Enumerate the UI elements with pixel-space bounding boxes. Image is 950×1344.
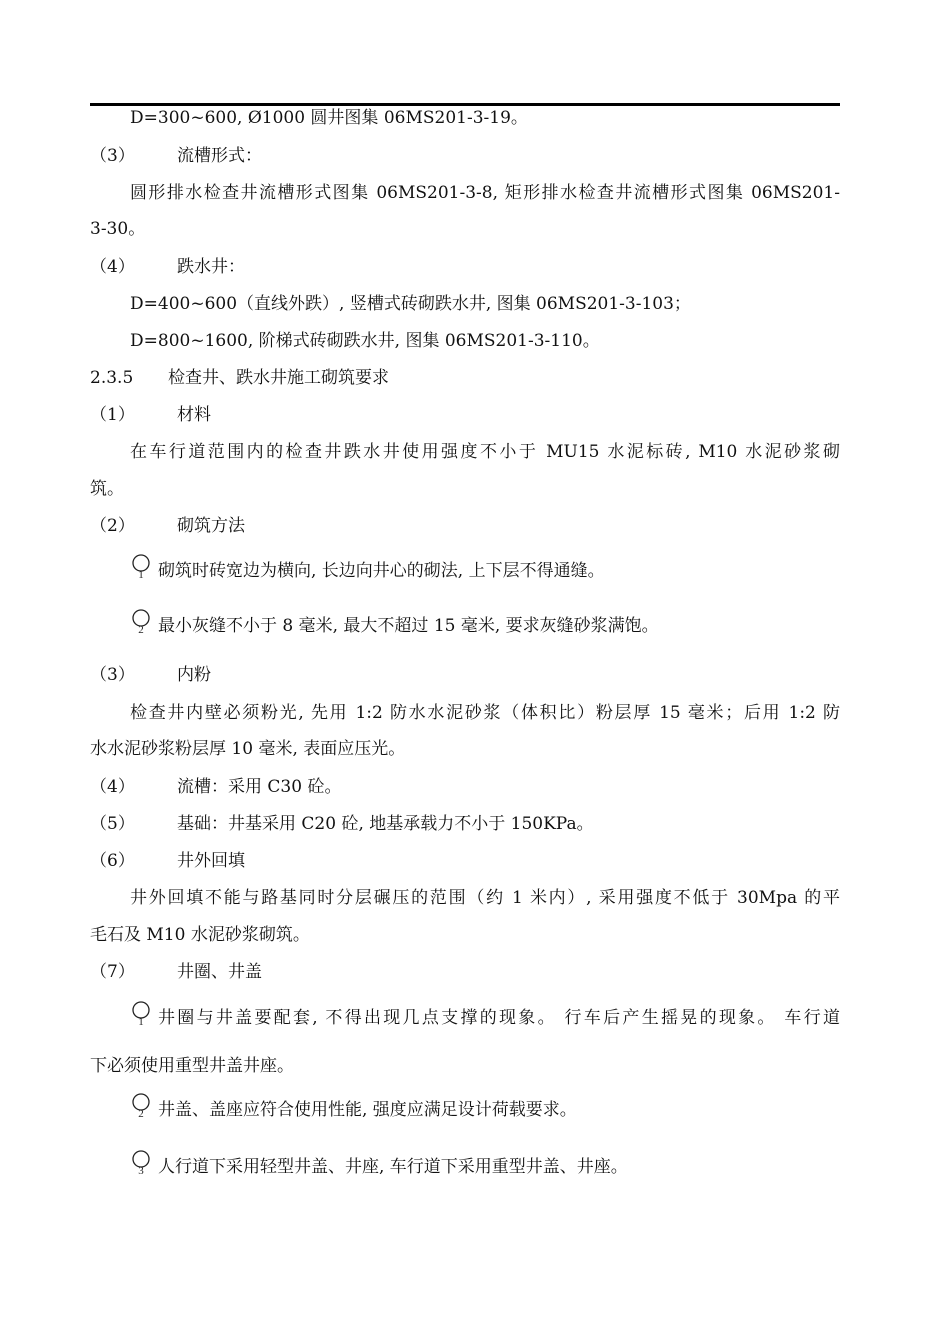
item-heading: 流槽形式： [177,146,262,166]
paragraph-line: D=400~600（直线外跌）, 竖槽式砖砌跌水井, 图集 06MS201-3-103； [130,294,691,314]
paragraph-line: 圆形排水检查井流槽形式图集 06MS201-3-8, 矩形排水检查井流槽形式图集 06MS201- [130,183,840,203]
item-heading: 材料 [177,405,211,425]
paragraph-line: 检查井内壁必须粉光, 先用 1:2 防水水泥砂浆（体积比）粉层厚 15 毫米；后用 1:2 防 [130,703,840,723]
section-number: 2.3.5 [90,368,134,388]
header-rule [90,103,840,106]
circled-number-icon [130,553,152,581]
circled-number-icon [130,1092,152,1120]
item-number: （4） [90,257,135,277]
paragraph-line: 水水泥砂浆粉层厚 10 毫米, 表面应压光。 [90,739,406,759]
paragraph-line: 3-30。 [90,219,146,239]
list-item: 最小灰缝不小于 8 毫米, 最大不超过 15 毫米, 要求灰缝砂浆满饱。 [158,616,659,636]
item-heading: 基础：井基采用 C20 砼, 地基承载力不小于 150KPa。 [177,814,594,834]
item-number: （3） [90,665,135,685]
item-number: （1） [90,405,135,425]
paragraph-line: D=300~600, Ø1000 圆井图集 06MS201-3-19。 [130,108,528,128]
circled-number-label: 2 [138,1108,144,1120]
paragraph-line: 在车行道范围内的检查井跌水井使用强度不小于 MU15 水泥标砖, M10 水泥砂浆砌 [130,442,840,462]
item-number: （6） [90,851,135,871]
circled-number-label: 1 [138,569,144,581]
paragraph-line: 下必须使用重型井盖井座。 [90,1056,294,1076]
paragraph-line: 井外回填不能与路基同时分层碾压的范围（约 1 米内）, 采用强度不低于 30Mpa 的平 [130,888,840,908]
item-number: （5） [90,814,135,834]
section-title: 检查井、跌水井施工砌筑要求 [168,368,389,388]
item-heading: 井外回填 [177,851,245,871]
paragraph-line: D=800~1600, 阶梯式砖砌跌水井, 图集 06MS201-3-110。 [130,331,600,351]
list-item: 人行道下采用轻型井盖、井座, 车行道下采用重型井盖、井座。 [158,1157,628,1177]
list-item: 井圈与井盖要配套, 不得出现几点支撑的现象。 行车后产生摇晃的现象。 车行道 [158,1008,840,1028]
list-item: 井盖、盖座应符合使用性能, 强度应满足设计荷载要求。 [158,1100,577,1120]
item-heading: 砌筑方法 [177,516,245,536]
paragraph-line: 毛石及 M10 水泥砂浆砌筑。 [90,925,310,945]
paragraph-line: 筑。 [90,479,124,499]
item-heading: 井圈、井盖 [177,962,262,982]
item-heading: 跌水井： [177,257,245,277]
item-number: （7） [90,962,135,982]
item-number: （4） [90,777,135,797]
circled-number-label: 1 [138,1016,144,1028]
circled-number-icon [130,1149,152,1177]
circled-number-icon [130,608,152,636]
circled-number-label: 3 [138,1165,144,1177]
circled-number-label: 2 [138,624,144,636]
item-heading: 内粉 [177,665,211,685]
item-number: （2） [90,516,135,536]
list-item: 砌筑时砖宽边为横向, 长边向井心的砌法, 上下层不得通缝。 [158,561,605,581]
item-number: （3） [90,146,135,166]
circled-number-icon [130,1000,152,1028]
item-heading: 流槽：采用 C30 砼。 [177,777,342,797]
